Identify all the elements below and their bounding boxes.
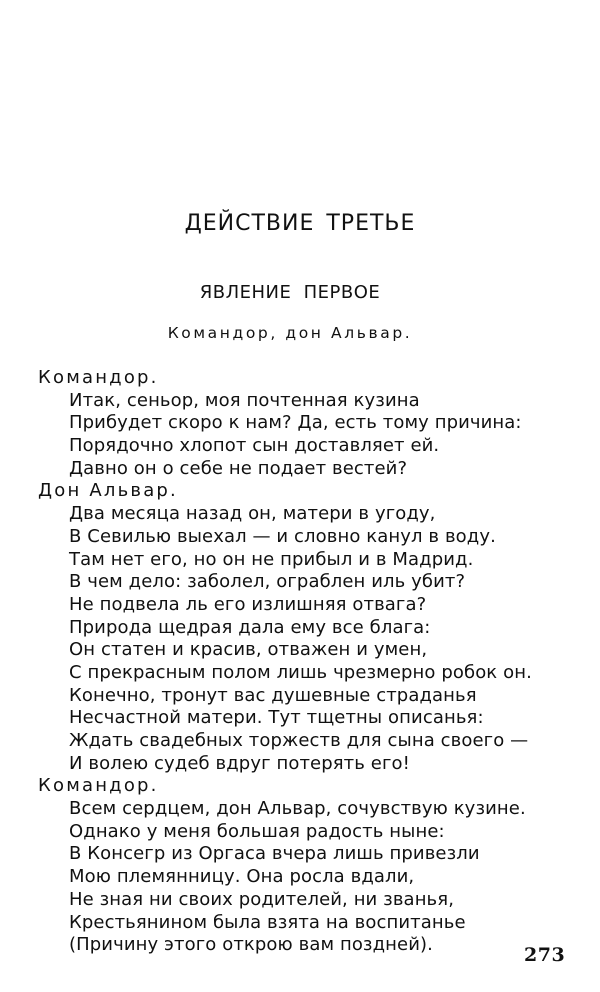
verse-line: Ждать свадебных торжеств для сына своего — (69, 730, 529, 751)
verse-line: Однако у меня большая радость ныне: (69, 820, 445, 842)
verse-line: Прибудет скоро к нам? Да, есть тому причина: (69, 412, 522, 434)
speaker-name: Командор. (38, 367, 159, 388)
verse-line: Конечно, тронут вас душевные страданья (69, 684, 477, 706)
verse-line: Всем сердцем, дон Альвар, сочувствую кузине. (69, 798, 526, 820)
verse-line: Несчастной матери. Тут тщетны описанья: (69, 707, 484, 729)
verse-line: Давно он о себе не подает вестей? (69, 457, 408, 479)
speaker-name: Командор. (38, 775, 159, 797)
act-title: ДЕЙСТВИЕ ТРЕТЬЕ (184, 211, 416, 236)
verse-line: Итак, сеньор, моя почтенная кузина (69, 389, 420, 411)
verse-line: Два месяца назад он, матери в угоду, (69, 503, 436, 525)
scene-characters: Командор, дон Альвар. (167, 324, 413, 342)
verse-line: Природа щедрая дала ему все блага: (69, 616, 431, 638)
verse-line: Порядочно хлопот сын доставляет ей. (69, 435, 440, 457)
verse-line: Мою племянницу. Она росла вдали, (69, 866, 415, 888)
verse-line: Крестьянином была взята на воспитанье (69, 911, 466, 933)
verse-line: Он статен и красив, отважен и умен, (69, 639, 428, 661)
verse-line: С прекрасным полом лишь чрезмерно робок он. (69, 661, 532, 683)
dialogue-text (38, 367, 568, 957)
verse-line: В чем дело: заболел, ограблен иль убит? (69, 571, 466, 593)
verse-line: В Консегр из Оргаса вчера лишь привезли (69, 843, 480, 865)
verse-line: Не подвела ль его излишняя отвага? (69, 593, 427, 615)
verse-line: Там нет его, но он не прибыл и в Мадрид. (69, 548, 474, 570)
verse-line: В Севилью выехал — и словно канул в воду. (69, 525, 496, 547)
scene-title: ЯВЛЕНИЕ ПЕРВОЕ (199, 282, 381, 303)
verse-line: И волею судеб вдруг потерять его! (69, 752, 410, 774)
speaker-name: Дон Альвар. (38, 480, 178, 502)
page-number: 273 (524, 944, 566, 966)
verse-line: Не зная ни своих родителей, ни званья, (69, 888, 455, 910)
verse-line: (Причину этого открою вам поздней). (69, 934, 433, 956)
